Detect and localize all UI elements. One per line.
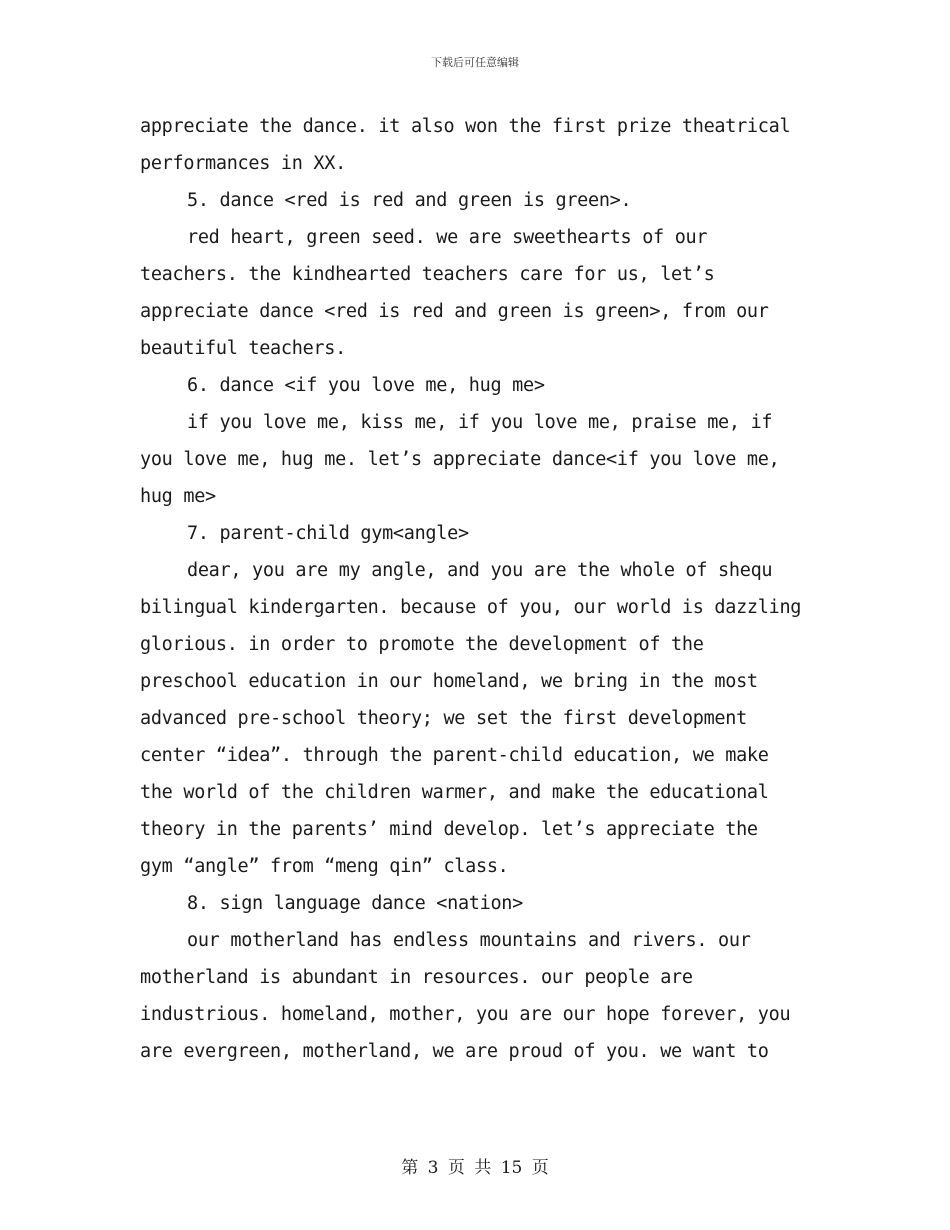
section-heading: 6. dance <if you love me, hug me>: [187, 375, 545, 396]
text-line: are evergreen, motherland, we are proud of you. we want to: [140, 1041, 769, 1062]
text-line: appreciate dance <red is red and green is green>, from our: [140, 301, 769, 322]
text-line: teachers. the kindhearted teachers care for us, let’s: [140, 264, 715, 285]
text-line: gym “angle” from “meng qin” class.: [140, 856, 509, 877]
paragraph-start: if you love me, kiss me, if you love me, praise me, if: [187, 412, 773, 433]
text-line: theory in the parents’ mind develop. let’s appreciate the: [140, 819, 758, 840]
text-line: advanced pre-school theory; we set the first development: [140, 708, 747, 729]
text-line: industrious. homeland, mother, you are our hope forever, you: [140, 1004, 791, 1025]
text-line: beautiful teachers.: [140, 338, 346, 359]
text-line: hug me>: [140, 486, 216, 507]
paragraph-start: dear, you are my angle, and you are the whole of shequ: [187, 560, 773, 581]
paragraph-start: red heart, green seed. we are sweethearts of our: [187, 227, 708, 248]
paragraph-start: our motherland has endless mountains and rivers. our: [187, 930, 751, 951]
text-line: bilingual kindergarten. because of you, our world is dazzling: [140, 597, 802, 618]
text-line: appreciate the dance. it also won the first prize theatrical: [140, 116, 791, 137]
text-line: glorious. in order to promote the development of the: [140, 634, 704, 655]
text-line: motherland is abundant in resources. our people are: [140, 967, 693, 988]
text-line: performances in XX.: [140, 153, 346, 174]
document-body: [140, 108, 820, 1070]
section-heading: 8. sign language dance <nation>: [187, 893, 523, 914]
section-heading: 7. parent-child gym<angle>: [187, 523, 469, 544]
page-header: 下载后可任意编辑: [431, 56, 519, 69]
page-number-footer: 第 3 页 共 15 页: [401, 1158, 549, 1178]
section-heading: 5. dance <red is red and green is green>.: [187, 190, 632, 211]
text-line: you love me, hug me. let’s appreciate dance<if you love me,: [140, 449, 780, 470]
text-line: preschool education in our homeland, we bring in the most: [140, 671, 758, 692]
text-line: center “idea”. through the parent-child education, we make: [140, 745, 769, 766]
text-line: the world of the children warmer, and make the educational: [140, 782, 769, 803]
